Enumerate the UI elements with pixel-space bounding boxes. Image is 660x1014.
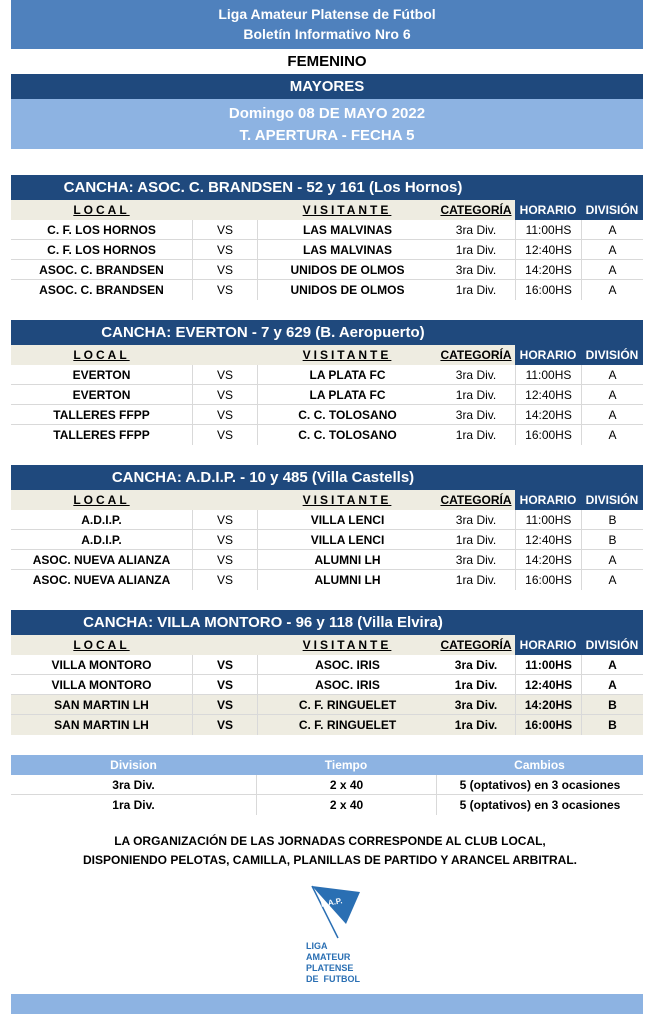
rules-header-tiempo: Tiempo [324, 758, 368, 772]
match-division: B [581, 695, 643, 714]
vs-label: VS [192, 405, 257, 424]
round-label: T. APERTURA - FECHA 5 [239, 127, 415, 144]
match-category: 1ra Div. [455, 243, 497, 257]
visiting-team: VILLA LENCI [257, 510, 437, 529]
footer-band [11, 994, 643, 1014]
column-header-row [11, 490, 643, 510]
match-category: 1ra Div. [455, 388, 497, 402]
match-row [11, 695, 643, 715]
category-label: MAYORES [11, 74, 643, 99]
match-time: 12:40HS [515, 530, 581, 549]
logo-line: LIGA [306, 941, 328, 951]
rules-cambios: 5 (optativos) en 3 ocasiones [436, 775, 643, 794]
notice-line-2: DISPONIENDO PELOTAS, CAMILLA, PLANILLAS DE PARTIDO Y ARANCEL ARBITRAL. [82, 853, 577, 867]
vs-label: VS [192, 655, 257, 674]
match-division: A [581, 385, 643, 404]
local-team: ASOC. C. BRANDSEN [39, 283, 164, 297]
match-category: 3ra Div. [454, 698, 498, 712]
header-visitante: VISITANTE [257, 345, 437, 365]
header-categoria: CATEGORÍA [437, 635, 515, 655]
vs-label: VS [192, 280, 257, 300]
rules-header [11, 755, 643, 775]
match-category: 3ra Div. [455, 408, 497, 422]
header-horario: HORARIO [515, 635, 581, 655]
vs-label: VS [192, 695, 257, 714]
match-row [11, 240, 643, 260]
visiting-team: LAS MALVINAS [257, 220, 437, 239]
match-division: B [581, 510, 643, 529]
match-time: 14:20HS [515, 695, 581, 714]
local-team: VILLA MONTORO [51, 658, 152, 672]
field-title-extension [515, 610, 643, 635]
header-horario: HORARIO [515, 200, 581, 220]
match-date: Domingo 08 DE MAYO 2022 [228, 105, 426, 122]
match-division: A [581, 570, 643, 590]
match-time: 14:20HS [515, 405, 581, 424]
match-category: 3ra Div. [455, 368, 497, 382]
local-team: TALLERES FFPP [53, 428, 150, 442]
local-team: SAN MARTIN LH [54, 698, 149, 712]
header-horario: HORARIO [515, 345, 581, 365]
match-row [11, 655, 643, 675]
local-team: TALLERES FFPP [53, 408, 150, 422]
visiting-team: C. C. TOLOSANO [257, 405, 437, 424]
match-category: 1ra Div. [455, 428, 497, 442]
rules-division: 3ra Div. [112, 778, 155, 792]
vs-label: VS [192, 510, 257, 529]
field-title-extension [515, 320, 643, 345]
field-block [11, 175, 643, 300]
rules-table [11, 755, 643, 815]
match-row [11, 675, 643, 695]
match-time: 12:40HS [515, 385, 581, 404]
match-row [11, 280, 643, 300]
header-vs-spacer [192, 345, 257, 365]
header-division: DIVISIÓN [581, 200, 643, 220]
vs-label: VS [192, 220, 257, 239]
match-time: 16:00HS [515, 425, 581, 445]
match-category: 3ra Div. [455, 553, 497, 567]
local-team: VILLA MONTORO [51, 678, 152, 692]
branch-label: FEMENINO [287, 53, 367, 70]
rules-tiempo: 2 x 40 [256, 795, 436, 815]
rules-header-cambios: Cambios [514, 758, 565, 772]
match-division: A [581, 260, 643, 279]
field-title: CANCHA: ASOC. C. BRANDSEN - 52 y 161 (Los Hornos) [11, 175, 515, 200]
visiting-team: ASOC. IRIS [257, 655, 437, 674]
match-category: 3ra Div. [455, 223, 497, 237]
match-category: 1ra Div. [454, 718, 498, 732]
organization-notice [0, 832, 660, 870]
match-row [11, 365, 643, 385]
local-team: A.D.I.P. [81, 513, 122, 527]
header-categoria: CATEGORÍA [437, 490, 515, 510]
visiting-team: C. C. TOLOSANO [257, 425, 437, 445]
header-local: LOCAL [11, 490, 192, 510]
visiting-team: C. F. RINGUELET [257, 695, 437, 714]
rules-row [11, 795, 643, 815]
vs-label: VS [192, 530, 257, 549]
match-time: 11:00HS [515, 510, 581, 529]
header-horario: HORARIO [515, 490, 581, 510]
field-title: CANCHA: VILLA MONTORO - 96 y 118 (Villa Elvira) [11, 610, 515, 635]
match-time: 11:00HS [515, 655, 581, 674]
match-row [11, 425, 643, 445]
field-block [11, 610, 643, 735]
header-visitante: VISITANTE [257, 635, 437, 655]
field-title-extension [515, 175, 643, 200]
match-division: A [581, 550, 643, 569]
match-time: 12:40HS [515, 675, 581, 694]
match-time: 11:00HS [515, 220, 581, 239]
local-team: EVERTON [72, 368, 131, 382]
visiting-team: LA PLATA FC [257, 365, 437, 384]
visiting-team: UNIDOS DE OLMOS [257, 280, 437, 300]
league-title: Liga Amateur Platense de Fútbol [218, 6, 436, 22]
visiting-team: LA PLATA FC [257, 385, 437, 404]
column-header-row [11, 200, 643, 220]
match-time: 16:00HS [515, 280, 581, 300]
match-division: A [581, 240, 643, 259]
header-vs-spacer [192, 635, 257, 655]
vs-label: VS [192, 240, 257, 259]
local-team: ASOC. NUEVA ALIANZA [32, 553, 171, 567]
match-category: 1ra Div. [455, 573, 497, 587]
field-block [11, 465, 643, 590]
visiting-team: UNIDOS DE OLMOS [257, 260, 437, 279]
title-band [11, 0, 643, 49]
visiting-team: ALUMNI LH [257, 570, 437, 590]
vs-label: VS [192, 570, 257, 590]
column-header-row [11, 345, 643, 365]
match-time: 16:00HS [515, 715, 581, 735]
vs-label: VS [192, 260, 257, 279]
field-block [11, 320, 643, 445]
date-band [11, 99, 643, 149]
match-row [11, 385, 643, 405]
rules-header-division: Division [110, 758, 157, 772]
match-category: 1ra Div. [455, 283, 497, 297]
header-division: DIVISIÓN [581, 345, 643, 365]
logo-line: DE FUTBOL [306, 974, 360, 984]
logo-line: PLATENSE [306, 963, 354, 973]
match-division: B [581, 715, 643, 735]
rules-cambios: 5 (optativos) en 3 ocasiones [436, 795, 643, 815]
logo-text [306, 941, 360, 985]
header-division: DIVISIÓN [581, 490, 643, 510]
visiting-team: LAS MALVINAS [257, 240, 437, 259]
match-category: 3ra Div. [455, 513, 497, 527]
vs-label: VS [192, 385, 257, 404]
rules-tiempo: 2 x 40 [256, 775, 436, 794]
match-row [11, 530, 643, 550]
match-division: A [581, 220, 643, 239]
match-time: 14:20HS [515, 260, 581, 279]
visiting-team: ALUMNI LH [257, 550, 437, 569]
visiting-team: ASOC. IRIS [257, 675, 437, 694]
match-time: 11:00HS [515, 365, 581, 384]
match-division: A [581, 425, 643, 445]
local-team: ASOC. NUEVA ALIANZA [32, 573, 171, 587]
bulletin-title: Boletín Informativo Nro 6 [243, 26, 411, 42]
vs-label: VS [192, 550, 257, 569]
local-team: ASOC. C. BRANDSEN [39, 263, 164, 277]
match-division: B [581, 530, 643, 549]
visiting-team: VILLA LENCI [257, 530, 437, 549]
header-local: LOCAL [11, 200, 192, 220]
header-local: LOCAL [11, 345, 192, 365]
match-time: 12:40HS [515, 240, 581, 259]
match-division: A [581, 365, 643, 384]
match-row [11, 570, 643, 590]
match-division: A [581, 405, 643, 424]
header-vs-spacer [192, 200, 257, 220]
match-time: 14:20HS [515, 550, 581, 569]
match-division: A [581, 655, 643, 674]
notice-line-1: LA ORGANIZACIÓN DE LAS JORNADAS CORRESPONDE AL CLUB LOCAL, [114, 834, 546, 848]
match-row [11, 260, 643, 280]
local-team: SAN MARTIN LH [54, 718, 149, 732]
match-division: A [581, 280, 643, 300]
match-category: 1ra Div. [454, 678, 498, 692]
visiting-team: C. F. RINGUELET [257, 715, 437, 735]
header-vs-spacer [192, 490, 257, 510]
field-title: CANCHA: A.D.I.P. - 10 y 485 (Villa Castells) [11, 465, 515, 490]
match-row [11, 510, 643, 530]
header-categoria: CATEGORÍA [437, 200, 515, 220]
rules-division: 1ra Div. [112, 798, 155, 812]
match-time: 16:00HS [515, 570, 581, 590]
local-team: C. F. LOS HORNOS [47, 223, 156, 237]
local-team: A.D.I.P. [81, 533, 122, 547]
flag-text: L.A.P. [320, 896, 344, 909]
vs-label: VS [192, 425, 257, 445]
header-visitante: VISITANTE [257, 200, 437, 220]
match-category: 3ra Div. [454, 658, 498, 672]
vs-label: VS [192, 365, 257, 384]
header-categoria: CATEGORÍA [437, 345, 515, 365]
match-category: 3ra Div. [455, 263, 497, 277]
match-division: A [581, 675, 643, 694]
match-category: 1ra Div. [455, 533, 497, 547]
rules-row [11, 775, 643, 795]
local-team: EVERTON [72, 388, 131, 402]
local-team: C. F. LOS HORNOS [47, 243, 156, 257]
vs-label: VS [192, 675, 257, 694]
field-title-extension [515, 465, 643, 490]
column-header-row [11, 635, 643, 655]
match-row [11, 550, 643, 570]
match-row [11, 220, 643, 240]
logo-line: AMATEUR [306, 952, 351, 962]
header-division: DIVISIÓN [581, 635, 643, 655]
vs-label: VS [192, 715, 257, 735]
match-row [11, 405, 643, 425]
field-title: CANCHA: EVERTON - 7 y 629 (B. Aeropuerto) [11, 320, 515, 345]
header-visitante: VISITANTE [257, 490, 437, 510]
header-local: LOCAL [11, 635, 192, 655]
match-row [11, 715, 643, 735]
